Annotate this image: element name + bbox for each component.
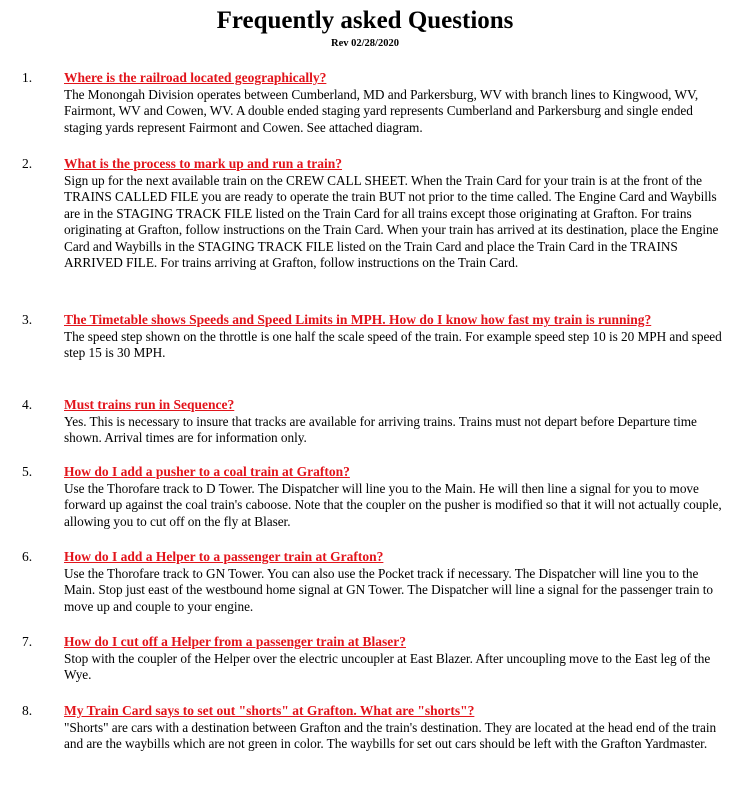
faq-answer: Use the Thorofare track to GN Tower. You can also use the Pocket track if necessary. The Dispatcher will line you to the Main. Stop just east of the westbound home signal at GN Tower. The Dispatcher will line a signal for the passenger train to move up and couple to your engine. bbox=[64, 565, 714, 614]
faq-number: 3. bbox=[22, 312, 33, 327]
faq-answer: Yes. This is necessary to insure that tracks are available for arriving trains. Trains must not depart before Departure time shown. Arrival times are for information only. bbox=[64, 413, 697, 445]
page-title: Frequently asked Questions bbox=[216, 7, 514, 34]
faq-number: 7. bbox=[22, 634, 33, 649]
revision-date: Rev 02/28/2020 bbox=[331, 38, 399, 49]
faq-question: My Train Card says to set out "shorts" at Grafton. What are "shorts"? bbox=[64, 703, 475, 718]
faq-answer: The Monongah Division operates between Cumberland, MD and Parkersburg, WV with branch lines to Kingwood, WV, Fairmont, WV and Cowen, WV. A double ended staging yard represents Cumberland and Parkersburg and single ended staging yards represent Fairmont and Cowen. See attached diagram. bbox=[64, 86, 699, 135]
faq-question: How do I cut off a Helper from a passenger train at Blaser? bbox=[64, 634, 406, 649]
faq-number: 6. bbox=[22, 549, 33, 564]
faq-number: 5. bbox=[22, 464, 33, 479]
faq-answer: "Shorts" are cars with a destination between Grafton and the train's destination. They are located at the head end of the train and are the waybills which are not green in color. The waybills for set out cars should be left with the Grafton Yardmaster. bbox=[64, 719, 717, 751]
faq-question: Must trains run in Sequence? bbox=[64, 397, 235, 412]
faq-answer: The speed step shown on the throttle is one half the scale speed of the train. For example speed step 10 is 20 MPH and speed step 15 is 30 MPH. bbox=[64, 328, 722, 360]
faq-number: 4. bbox=[22, 397, 33, 412]
faq-answer: Sign up for the next available train on the CREW CALL SHEET. When the Train Card for your train is at the front of the TRAINS CALLED FILE you are ready to operate the train BUT not prior to the time called. The Engine Card and Waybills are in the STAGING TRACK FILE listed on the Train Card for all trains except those originating at Grafton. For trains originating at Grafton, follow instructions on the Train Card. When your train has arrived at its destination, place the Engine Card and Waybills in the STAGING TRACK FILE listed on the Train Card and place the Train Card in the TRAINS ARRIVED FILE. For trains arriving at Grafton, follow instructions on the Train Card. bbox=[64, 172, 719, 270]
faq-question: What is the process to mark up and run a train? bbox=[64, 156, 343, 171]
faq-number: 8. bbox=[22, 703, 33, 718]
faq-number: 2. bbox=[22, 156, 33, 171]
faq-number: 1. bbox=[22, 70, 33, 85]
faq-question: The Timetable shows Speeds and Speed Limits in MPH. How do I know how fast my train is running? bbox=[64, 312, 652, 327]
faq-answer: Stop with the coupler of the Helper over the electric uncoupler at East Blazer. After uncoupling move to the East leg of the Wye. bbox=[64, 650, 711, 682]
faq-answer: Use the Thorofare track to D Tower. The Dispatcher will line you to the Main. He will then line a signal for you to move forward up against the coal train's caboose. Note that the coupler on the pusher is modified so that it will not actually couple, allowing you to cut off on the fly at Blaser. bbox=[64, 480, 722, 529]
faq-question: Where is the railroad located geographically? bbox=[64, 70, 327, 85]
faq-question: How do I add a pusher to a coal train at Grafton? bbox=[64, 464, 350, 479]
faq-question: How do I add a Helper to a passenger train at Grafton? bbox=[64, 549, 384, 564]
